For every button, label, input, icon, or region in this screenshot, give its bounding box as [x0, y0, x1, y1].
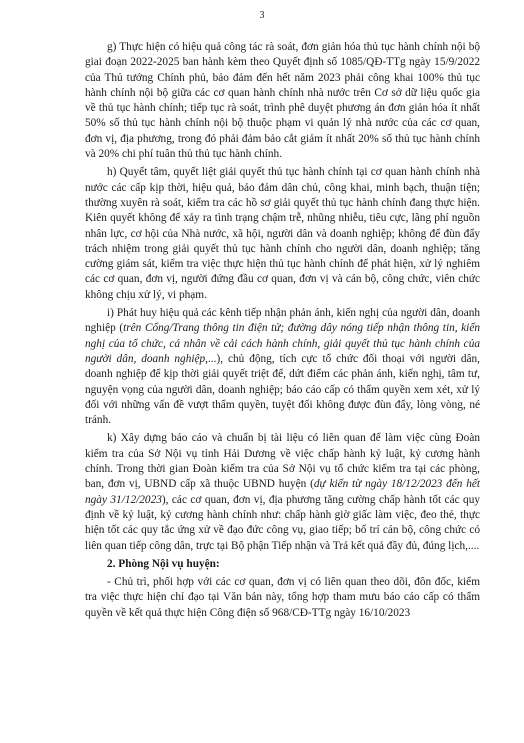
text-run: i) Phát huy hiệu quả các kênh tiếp nhận phản ánh, kiến nghị của người dân, doanh nghiệp ( — [85, 307, 480, 335]
text-run: ,...), chủ động, tích cực tổ chức đối thoại với người dân, doanh nghiệp để kịp thời giải quyết triệt để, dứt điểm các phản ánh, kiến nghị, tâm tư, nguyện vọng của người dân, doanh nghiệp; báo cáo cấp có thẩm quyền xem xét, xử lý đối với những vấn đề vượt thẩm quyền, tuyệt đối không được đùn đẩy, lòng vòng, né tránh. — [85, 352, 481, 427]
body-paragraph — [85, 165, 480, 303]
section-heading: 2. Phòng Nội vụ huyện: — [107, 557, 220, 570]
document-body — [85, 40, 480, 624]
body-paragraph — [85, 431, 480, 553]
italic-text: trên Cổng/Trang thông tin điện tử; đường dây nóng tiếp nhận thông tin, kiến nghị của tổ chức, cá nhân về cải cách hành chính, giải quyết thủ tục hành chính của người dân, doanh nghiệp — [85, 322, 480, 365]
page-number: 3 — [259, 10, 265, 21]
text-run: h) Quyết tâm, quyết liệt giải quyết thủ tục hành chính tại cơ quan hành chính nhà nước các cấp kịp thời, hiệu quả, bảo đảm dân chủ, công khai, minh bạch, thuận tiện; thường xuyên rà soát, kiểm tra các hồ sơ giải quyết thủ tục hành chính đang thực hiện. Kiên quyết không để xảy ra tình trạng chậm trễ, nhũng nhiễu, tiêu cực, lãng phí nguồn nhân lực, cơ hội của Nhà nước, xã hội, người dân và doanh nghiệp; không để đùn đẩy trách nhiệm trong giải quyết thủ tục hành chính cho người dân, doanh nghiệp; tăng cường giám sát, kiểm tra việc thực hiện thủ tục hành chính để phát hiện, xử lý nghiêm các cơ quan, đơn vị, người đứng đầu cơ quan, đơn vị và cán bộ, công chức, viên chức không chịu xử lý, vi phạm. — [85, 166, 480, 301]
text-run: g) Thực hiện có hiệu quả công tác rà soát, đơn giản hóa thủ tục hành chính nội bộ giai đoạn 2022-2025 ban hành kèm theo Quyết định số 1085/QĐ-TTg ngày 15/9/2022 của Thủ tướng Chính phủ, bảo đảm đến hết năm 2023 phải công khai 100% thủ tục hành chính nội bộ giữa các cơ quan hành chính nhà nước trên Cơ sở dữ liệu quốc gia về thủ tục hành chính; tiếp tục rà soát, trình phê duyệt phương án đơn giản hóa ít nhất 50% số thủ tục hành chính nội bộ thuộc phạm vi quản lý nhà nước của các cơ quan, đơn vị, địa phương, trong đó phải đảm bảo cắt giảm ít nhất 20% số thủ tục hành chính và 20% chi phí tuân thủ thủ tục hành chính. — [85, 41, 480, 161]
text-run: k) Xây dựng báo cáo và chuẩn bị tài liệu có liên quan để làm việc cùng Đoàn kiểm tra của Sở Nội vụ tỉnh Hải Dương về việc chấp hành kỷ luật, kỷ cương hành chính. Trong thời gian Đoàn kiểm tra của Sở Nội vụ tổ chức kiểm tra tại các phòng, ban, đơn vị, UBND cấp xã thuộc UBND huyện ( — [85, 432, 480, 491]
body-paragraph — [85, 306, 480, 428]
body-paragraph — [85, 40, 480, 162]
italic-text: dự kiến từ ngày 18/12/2023 đến hết ngày 31/12/2023 — [85, 478, 480, 506]
final-paragraph: - Chủ trì, phối hợp với các cơ quan, đơn vị có liên quan theo dõi, đôn đốc, kiểm tra việc thực hiện chỉ đạo tại Văn bản này, tổng hợp tham mưu báo cáo cấp có thẩm quyền về kết quả thực hiện Công điện số 968/CĐ-TTg ngày 16/10/2023 — [85, 576, 480, 619]
paragraph-list — [85, 40, 480, 554]
text-run: ), các cơ quan, đơn vị, địa phương tăng cường chấp hành tốt các quy định về kỷ luật, kỷ cương hành chính như: chấp hành giờ giấc làm việc, đeo thẻ, thực hiện tốt các quy tắc ứng xử về đạo đức công vụ, giao tiếp; bố trí cán bộ, công chức có liên quan tiếp công dân, trực tại Bộ phận Tiếp nhận và Trả kết quả đầy đủ, đúng lịch,.... — [85, 493, 480, 552]
